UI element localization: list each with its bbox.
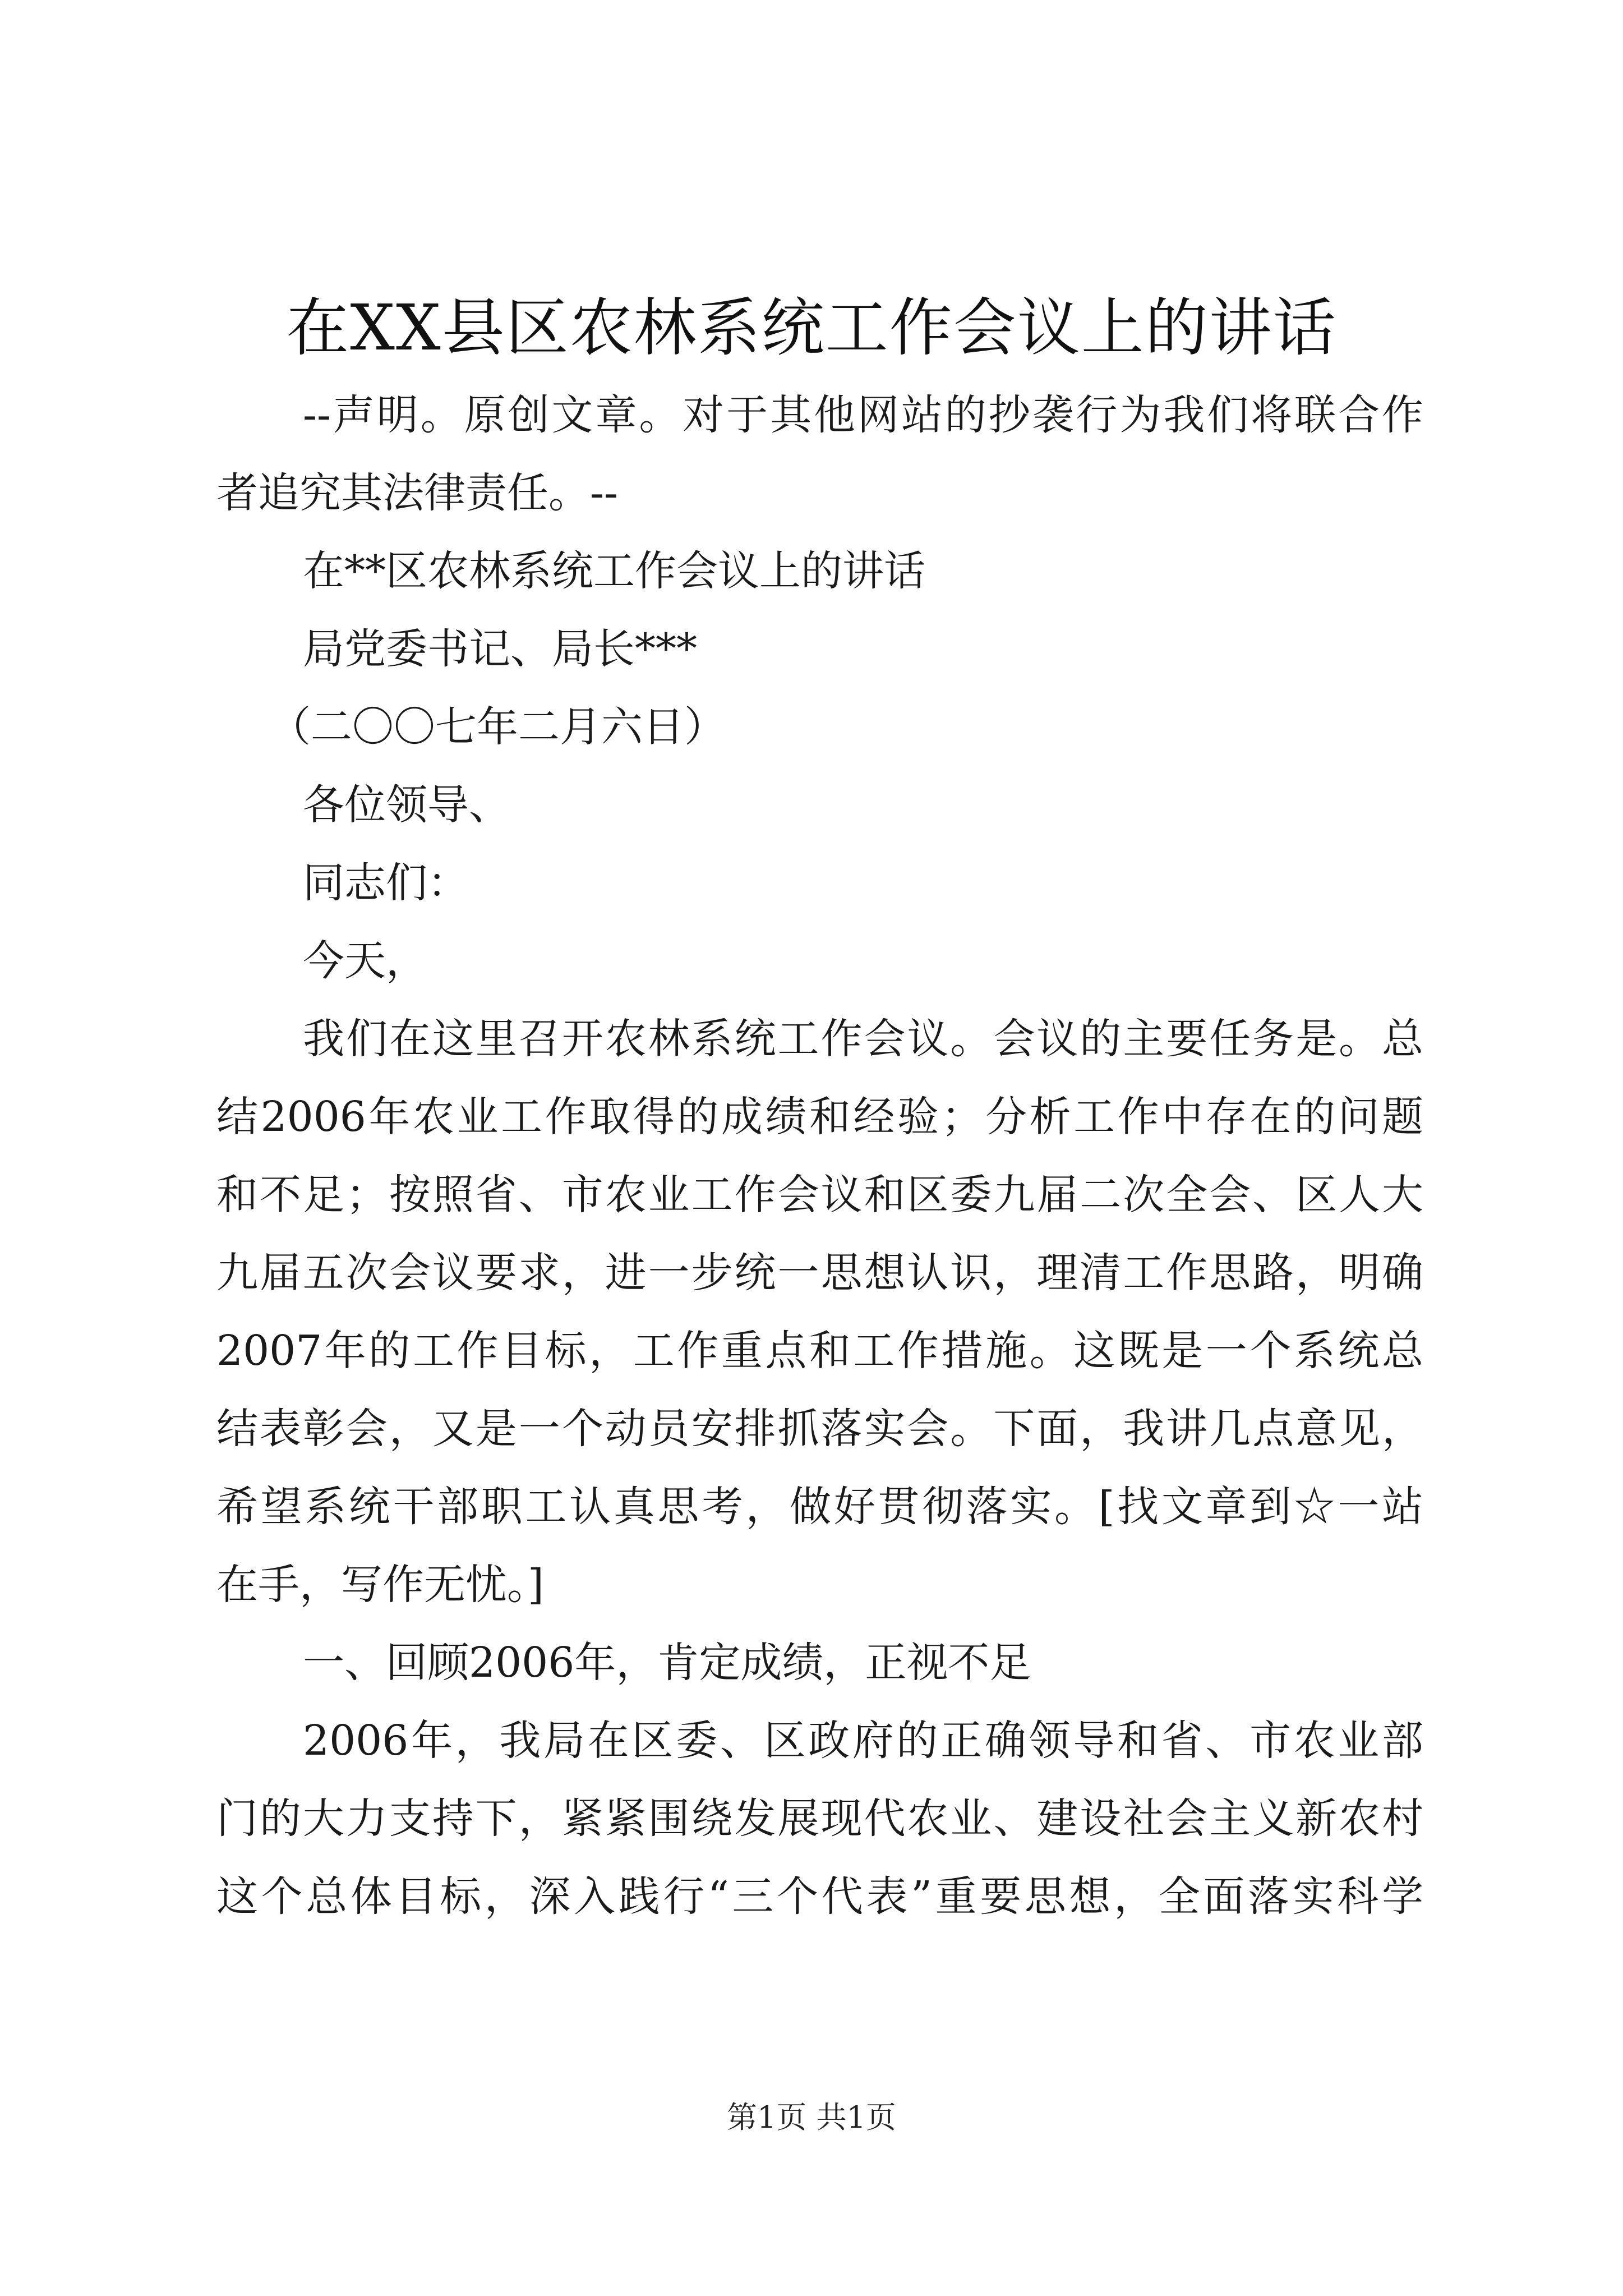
salutation-line-2: 同志们： <box>303 859 469 907</box>
paragraph-line: 2006年，我局在区委、区政府的正确领导和省、市农业部 <box>303 1717 1423 1765</box>
paragraph-line: 这个总体目标，深入践行“三个代表”重要思想，全面落实科学 <box>216 1872 1423 1921</box>
paragraph-line: 门的大力支持下，紧紧围绕发展现代农业、建设社会主义新农村 <box>216 1795 1423 1843</box>
paragraph-line: 我们在这里召开农林系统工作会议。会议的主要任务是。总 <box>303 1015 1423 1063</box>
paragraph-line: 结表彰会，又是一个动员安排抓落实会。下面，我讲几点意见， <box>216 1405 1423 1453</box>
section-heading: 一、回顾2006年，肯定成绩，正视不足 <box>303 1639 1031 1687</box>
speaker-line: 局党委书记、局长*** <box>303 625 697 673</box>
paragraph-line: 九届五次会议要求，进一步统一思想认识，理清工作思路，明确 <box>216 1249 1423 1297</box>
paragraph-line: 和不足；按照省、市农业工作会议和区委九届二次全会、区人大 <box>216 1171 1423 1219</box>
statement-line-1: --声明。原创文章。对于其他网站的抄袭行为我们将联合作 <box>303 391 1423 439</box>
paragraph-line: 结2006年农业工作取得的成绩和经验；分析工作中存在的问题 <box>216 1093 1423 1141</box>
paragraph-line: 2007年的工作目标，工作重点和工作措施。这既是一个系统总 <box>216 1327 1423 1375</box>
page-number: 第1页 共1页 <box>727 2100 896 2135</box>
salutation-line-1: 各位领导、 <box>303 781 510 829</box>
opening-line: 今天， <box>303 937 427 985</box>
paragraph-line: 在手，写作无忧。] <box>216 1561 544 1609</box>
statement-line-2: 者追究其法律责任。-- <box>216 469 619 517</box>
speech-heading: 在**区农林系统工作会议上的讲话 <box>303 547 925 595</box>
document-title: 在XX县区农林系统工作会议上的讲话 <box>286 292 1337 365</box>
paragraph-line: 希望系统干部职工认真思考，做好贯彻落实。[找文章到☆一站 <box>216 1483 1423 1531</box>
date-line: （二〇〇七年二月六日） <box>269 703 726 751</box>
